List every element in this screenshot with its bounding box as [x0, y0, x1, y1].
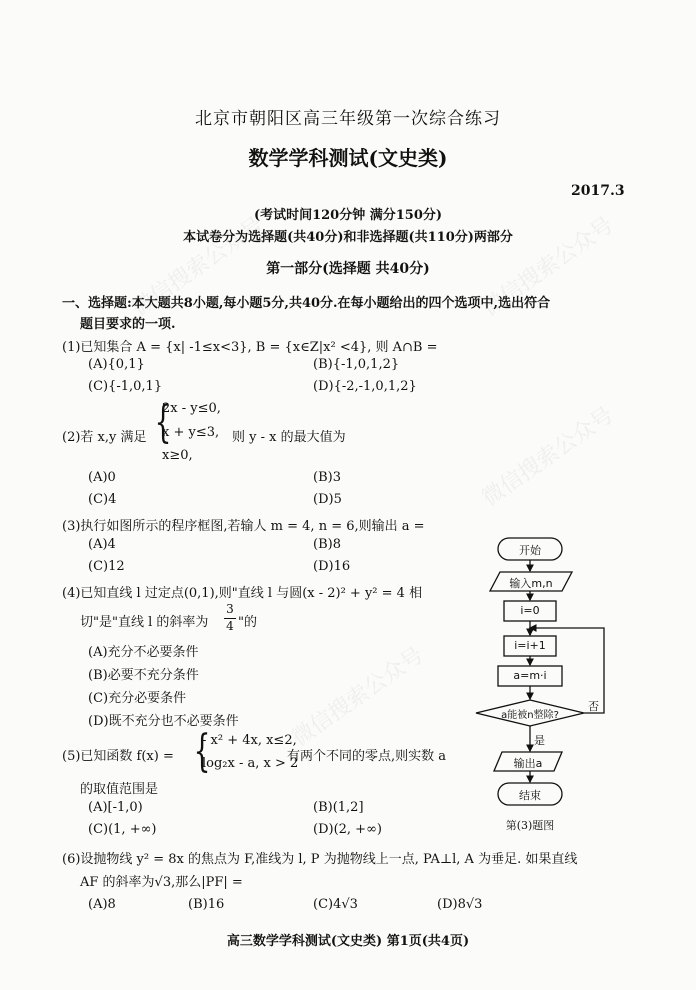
question-6-option-d: (D)8√3 — [437, 897, 483, 912]
question-5-option-b: (B)(1,2] — [313, 800, 364, 815]
question-2-option-d: (D)5 — [313, 492, 342, 507]
question-4-option-b: (B)必要不充分条件 — [88, 668, 199, 683]
question-5-case-1: - x² + 4x, x≤2, — [202, 733, 297, 748]
question-5-prefix: (5)已知函数 f(x) = — [62, 749, 174, 764]
flow-start-label: 开始 — [519, 544, 541, 557]
question-6-stem: (6)设抛物线 y² = 8x 的焦点为 F,准线为 l, P 为抛物线上一点, PA⊥l, A 为垂足. 如果直线 — [62, 852, 578, 867]
watermark: 微信搜索公众号 — [287, 642, 429, 752]
question-1-option-d: (D){-2,-1,0,1,2} — [313, 379, 417, 394]
flow-no-label: 否 — [588, 700, 599, 713]
question-6-stem-cont: AF 的斜率为√3,那么|PF| = — [80, 875, 243, 890]
question-2-constraint-2: x + y≤3, — [162, 425, 220, 440]
question-4-option-c: (C)充分必要条件 — [88, 691, 187, 706]
question-3-option-a: (A)4 — [88, 537, 116, 552]
brace: { — [193, 726, 211, 777]
question-2-option-a: (A)0 — [88, 470, 116, 485]
section-title: 第一部分(选择题 共40分) — [266, 261, 430, 277]
fraction-numerator: 3 — [226, 602, 234, 616]
flow-init-label: i=0 — [520, 604, 540, 617]
flowchart-caption: 第(3)题图 — [505, 819, 555, 832]
flow-input-label: 输入m,n — [509, 577, 553, 590]
question-2-prefix: (2)若 x,y 满足 — [62, 430, 147, 445]
question-2-suffix: 则 y - x 的最大值为 — [232, 430, 346, 445]
question-6-option-b: (B)16 — [188, 897, 225, 912]
question-1-stem: (1)已知集合 A = {x| -1≤x<3}, B = {x∈Z|x² <4}, 则 A∩B = — [62, 340, 438, 355]
question-5-option-a: (A)[-1,0) — [88, 800, 143, 815]
document-title: 北京市朝阳区高三年级第一次综合练习 — [195, 109, 501, 129]
flow-yes-label: 是 — [534, 734, 545, 747]
flow-incr-label: i=i+1 — [514, 639, 546, 652]
question-5-case-2: log₂x - a, x > 2 — [202, 756, 299, 771]
question-2-constraint-1: 2x - y≤0, — [162, 401, 221, 416]
question-1-option-b: (B){-1,0,1,2} — [313, 357, 400, 372]
question-4-option-d: (D)既不充分也不必要条件 — [88, 714, 239, 729]
question-4-stem-cont: 切"是"直线 l 的斜率为 — [80, 615, 209, 630]
flow-output-label: 输出a — [513, 757, 543, 770]
question-4-option-a: (A)充分不必要条件 — [88, 645, 199, 660]
fraction-denominator: 4 — [226, 619, 234, 633]
brace: { — [154, 397, 172, 448]
question-4-stem: (4)已知直线 l 过定点(0,1),则"直线 l 与圆(x - 2)² + y² = 4 相 — [62, 586, 423, 601]
watermark: 微信搜索公众号 — [127, 212, 269, 322]
question-1-option-c: (C){-1,0,1} — [88, 379, 163, 394]
question-5-option-d: (D)(2, +∞) — [313, 822, 382, 837]
exam-info: (考试时间120分钟 满分150分) — [253, 208, 443, 223]
question-6-option-a: (A)8 — [88, 897, 116, 912]
flow-assign-label: a=m·i — [513, 669, 547, 682]
section-instructions: 一、选择题:本大题共8小题,每小题5分,共40分.在每小题给出的四个选项中,选出符合 — [62, 296, 551, 311]
question-5-stem-cont: 的取值范围是 — [80, 782, 159, 797]
question-3-option-b: (B)8 — [313, 537, 341, 552]
watermark: 微信搜索公众号 — [477, 402, 619, 512]
page-footer: 高三数学学科测试(文史类) 第1页(共4页) — [226, 934, 470, 949]
question-2-constraint-3: x≥0, — [162, 448, 193, 463]
question-1-option-a: (A){0,1} — [88, 357, 145, 372]
flow-condition-label: a能被n整除? — [501, 710, 559, 721]
question-6-option-c: (C)4√3 — [313, 897, 358, 912]
question-3-option-d: (D)16 — [313, 559, 351, 574]
question-5-suffix: 有两个不同的零点,则实数 a — [287, 749, 447, 764]
question-5-option-c: (C)(1, +∞) — [88, 822, 157, 837]
question-3-option-c: (C)12 — [88, 559, 125, 574]
exam-date: 2017.3 — [571, 183, 625, 199]
flow-end-label: 结束 — [519, 789, 541, 802]
question-3-stem: (3)执行如图所示的程序框图,若输人 m = 4, n = 6,则输出 a = — [62, 519, 425, 534]
question-2-option-b: (B)3 — [313, 470, 341, 485]
watermark: 微信搜索公众号 — [477, 212, 619, 322]
flowchart — [470, 535, 630, 835]
question-2-option-c: (C)4 — [88, 492, 117, 507]
question-4-stem-end: "的 — [238, 615, 257, 630]
document-subtitle: 数学学科测试(文史类) — [248, 146, 448, 170]
paper-info: 本试卷分为选择题(共40分)和非选择题(共110分)两部分 — [183, 230, 513, 245]
section-instructions-cont: 题目要求的一项. — [80, 317, 176, 332]
